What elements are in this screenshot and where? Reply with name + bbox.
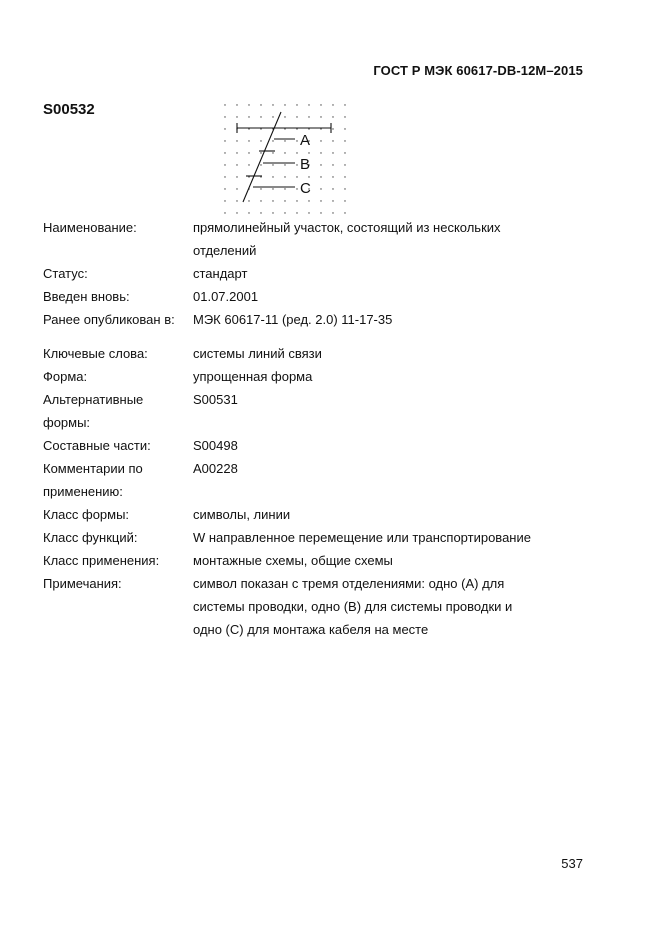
- row-application-class: [43, 549, 583, 572]
- grid-dot: [332, 116, 333, 117]
- grid-dot: [284, 116, 285, 117]
- row-notes: [43, 572, 583, 641]
- value-status: стандарт: [193, 266, 248, 281]
- grid-dot: [320, 212, 321, 213]
- value-application-comments: A00228: [193, 461, 238, 476]
- grid-dot: [308, 116, 309, 117]
- grid-dot: [260, 140, 261, 141]
- value-notes: символ показан с тремя отделениями: одно (А) для системы проводки, одно (В) для системы проводки и одно (С) для монтажа кабеля на месте: [193, 576, 513, 637]
- grid-dot: [224, 188, 225, 189]
- value-keywords: системы линий связи: [193, 346, 322, 361]
- grid-dot: [320, 152, 321, 153]
- grid-dot: [224, 200, 225, 201]
- grid-dot: [272, 116, 273, 117]
- grid-dot: [272, 164, 273, 165]
- grid-dot: [308, 104, 309, 105]
- label-previously-published: Ранее опубликован в:: [43, 312, 175, 327]
- grid-dot: [320, 164, 321, 165]
- grid-dot: [344, 140, 345, 141]
- label-name: Наименование:: [43, 220, 137, 235]
- grid-dot: [236, 212, 237, 213]
- value-introduced: 01.07.2001: [193, 289, 259, 304]
- grid-dot: [320, 188, 321, 189]
- grid-dot: [332, 128, 333, 129]
- grid-dot: [332, 200, 333, 201]
- symbol-figure: [218, 99, 350, 217]
- row-status: [43, 262, 583, 285]
- grid-dot: [260, 188, 261, 189]
- label-application-class: Класс применения:: [43, 553, 160, 568]
- grid-dot: [272, 152, 273, 153]
- grid-dot: [296, 188, 297, 189]
- label-notes: Примечания:: [43, 576, 122, 591]
- grid-dot: [344, 152, 345, 153]
- grid-dot: [344, 164, 345, 165]
- grid-dot: [272, 140, 273, 141]
- grid-dot: [332, 164, 333, 165]
- grid-dot: [248, 164, 249, 165]
- value-form: упрощенная форма: [193, 369, 313, 384]
- grid-dot: [296, 152, 297, 153]
- grid-dot: [320, 140, 321, 141]
- grid-dot: [332, 212, 333, 213]
- label-components: Составные части:: [43, 438, 151, 453]
- grid-dot: [224, 164, 225, 165]
- grid-dot: [296, 164, 297, 165]
- grid-dot: [272, 104, 273, 105]
- row-alternative-forms: [43, 388, 583, 434]
- label-keywords: Ключевые слова:: [43, 346, 148, 361]
- grid-dot: [272, 176, 273, 177]
- grid-dot: [224, 176, 225, 177]
- row-previously-published: [43, 308, 583, 331]
- grid-dot: [296, 176, 297, 177]
- grid-dot: [284, 212, 285, 213]
- row-shape-class: [43, 503, 583, 526]
- grid-dot: [308, 200, 309, 201]
- label-application-comments: Комментарии по применению:: [43, 461, 143, 499]
- grid-dot: [236, 176, 237, 177]
- grid-dot: [260, 200, 261, 201]
- grid-dot: [236, 116, 237, 117]
- row-introduced: [43, 285, 583, 308]
- grid-dot: [332, 176, 333, 177]
- grid-dot: [236, 140, 237, 141]
- grid-dot: [248, 116, 249, 117]
- grid-dot: [284, 176, 285, 177]
- label-a: A: [300, 132, 311, 149]
- grid-dot: [332, 152, 333, 153]
- value-shape-class: символы, линии: [193, 507, 291, 522]
- grid-dot: [344, 128, 345, 129]
- grid-dot: [284, 164, 285, 165]
- grid-dot: [224, 128, 225, 129]
- grid-dot: [308, 176, 309, 177]
- grid-dot: [320, 104, 321, 105]
- value-function-class: W направленное перемещение или транспортирование: [193, 530, 531, 545]
- value-application-class: монтажные схемы, общие схемы: [193, 553, 393, 568]
- grid-dot: [296, 212, 297, 213]
- label-status: Статус:: [43, 266, 88, 281]
- document-header: ГОСТ Р МЭК 60617-DB-12M–2015: [373, 63, 583, 78]
- grid-dot: [260, 212, 261, 213]
- grid-dot: [284, 140, 285, 141]
- grid-dot: [248, 200, 249, 201]
- grid-dot: [224, 104, 225, 105]
- label-b: B: [300, 156, 311, 173]
- grid-dot: [236, 188, 237, 189]
- grid-dot: [224, 116, 225, 117]
- grid-dot: [248, 104, 249, 105]
- grid-dot: [284, 188, 285, 189]
- grid-dot: [308, 152, 309, 153]
- grid-dot: [344, 176, 345, 177]
- grid-dot: [332, 140, 333, 141]
- grid-dot: [320, 116, 321, 117]
- grid-dot: [260, 104, 261, 105]
- grid-dot: [260, 116, 261, 117]
- value-alternative-forms: S00531: [193, 392, 238, 407]
- grid-dot: [308, 212, 309, 213]
- grid-dot: [224, 212, 225, 213]
- value-previously-published: МЭК 60617-11 (ред. 2.0) 11-17-35: [193, 312, 393, 327]
- label-c: C: [300, 180, 311, 197]
- grid-dot: [320, 176, 321, 177]
- row-keywords: [43, 342, 583, 365]
- grid-dot: [248, 140, 249, 141]
- row-name: [43, 216, 583, 262]
- label-form: Форма:: [43, 369, 88, 384]
- grid-dot: [284, 152, 285, 153]
- grid-dot: [260, 152, 261, 153]
- grid-dot: [332, 104, 333, 105]
- grid-dots: [224, 104, 345, 213]
- grid-dot: [296, 200, 297, 201]
- grid-dot: [236, 104, 237, 105]
- grid-dot: [272, 200, 273, 201]
- grid-dot: [284, 104, 285, 105]
- row-components: [43, 434, 583, 457]
- label-introduced: Введен вновь:: [43, 289, 130, 304]
- row-form: [43, 365, 583, 388]
- grid-dot: [284, 200, 285, 201]
- grid-dot: [332, 188, 333, 189]
- grid-dot: [344, 212, 345, 213]
- grid-dot: [272, 188, 273, 189]
- grid-dot: [260, 164, 261, 165]
- grid-dot: [344, 116, 345, 117]
- symbol-diagonal-line: [243, 112, 281, 202]
- grid-dot: [236, 152, 237, 153]
- symbol-code: S00532: [43, 101, 95, 118]
- grid-dot: [224, 152, 225, 153]
- grid-dot: [296, 140, 297, 141]
- label-shape-class: Класс формы:: [43, 507, 130, 522]
- grid-dot: [236, 200, 237, 201]
- row-application-comments: [43, 457, 583, 503]
- grid-dot: [236, 164, 237, 165]
- attribute-table: [43, 216, 583, 641]
- row-function-class: [43, 526, 583, 549]
- page-number: 537: [561, 856, 583, 871]
- value-components: S00498: [193, 438, 238, 453]
- grid-dot: [344, 188, 345, 189]
- grid-dot: [224, 140, 225, 141]
- grid-dot: [296, 104, 297, 105]
- grid-dot: [320, 200, 321, 201]
- label-alternative-forms: Альтернативные формы:: [43, 392, 144, 430]
- grid-dot: [344, 200, 345, 201]
- grid-dot: [248, 152, 249, 153]
- label-function-class: Класс функций:: [43, 530, 138, 545]
- grid-dot: [248, 212, 249, 213]
- value-name: прямолинейный участок, состоящий из нескольких отделений: [193, 220, 501, 258]
- grid-dot: [344, 104, 345, 105]
- grid-dot: [296, 116, 297, 117]
- grid-dot: [272, 212, 273, 213]
